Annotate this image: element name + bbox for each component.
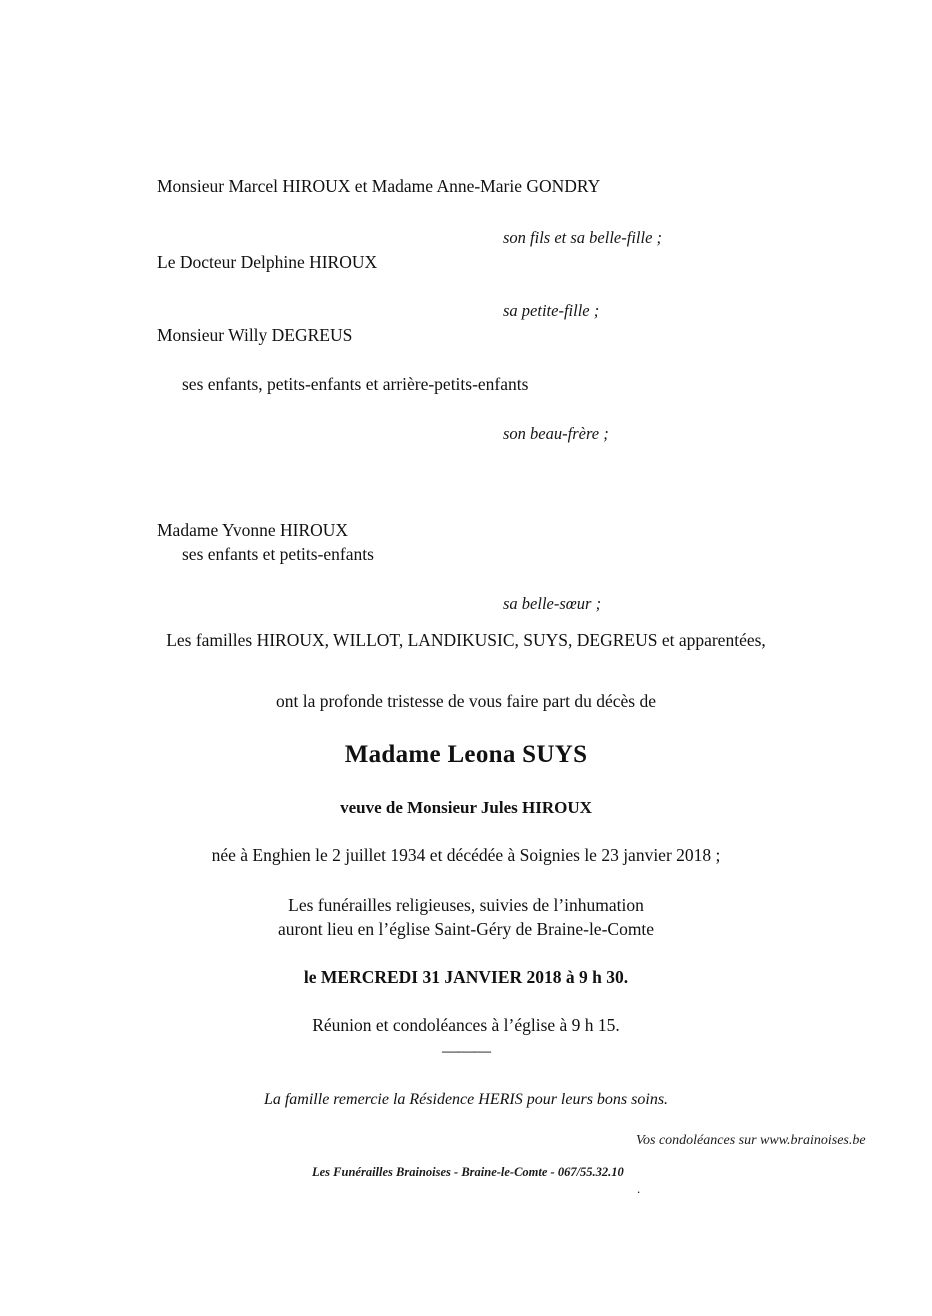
deceased-name: Madame Leona SUYS <box>344 741 588 768</box>
thanks-line: La famille remercie la Résidence HERIS pour leurs bons soins. <box>263 1091 669 1108</box>
trailing-dot: . <box>637 1181 641 1196</box>
survivor-relation-2: sa petite-fille ; <box>503 301 600 320</box>
funeral-line-2: auront lieu en l’église Saint-Géry de Braine-le-Comte <box>277 919 655 939</box>
announcement-line: ont la profonde tristesse de vous faire part du décès de <box>275 691 656 711</box>
birth-death-line: née à Enghien le 2 juillet 1934 et décédée à Soignies le 23 janvier 2018 ; <box>211 845 721 865</box>
survivor-sub-4: ses enfants et petits-enfants <box>182 544 374 564</box>
survivor-relation-1: son fils et sa belle-fille ; <box>503 228 663 247</box>
funeral-datetime: le MERCREDI 31 JANVIER 2018 à 9 h 30. <box>303 967 629 987</box>
survivor-relation-3: son beau-frère ; <box>503 424 609 443</box>
survivor-name-3: Monsieur Willy DEGREUS <box>157 325 353 345</box>
funeral-line-1: Les funérailles religieuses, suivies de l’inhumation <box>288 895 644 915</box>
gathering-line: Réunion et condoléances à l’église à 9 h 15. <box>312 1015 620 1035</box>
condolences-website: Vos condoléances sur www.brainoises.be <box>636 1133 866 1148</box>
funeral-home-credit: Les Funérailles Brainoises - Braine-le-Comte - 067/55.32.10 <box>312 1165 624 1179</box>
widow-of-line: veuve de Monsieur Jules HIROUX <box>340 798 592 817</box>
survivor-name-2: Le Docteur Delphine HIROUX <box>157 252 378 272</box>
survivor-relation-4: sa belle-sœur ; <box>503 594 602 613</box>
survivor-sub-3: ses enfants, petits-enfants et arrière-petits-enfants <box>182 374 529 394</box>
separator-rule: ——— <box>442 1041 490 1060</box>
survivor-name-1: Monsieur Marcel HIROUX et Madame Anne-Marie GONDRY <box>157 176 601 196</box>
survivor-name-4: Madame Yvonne HIROUX <box>157 520 349 540</box>
families-line: Les familles HIROUX, WILLOT, LANDIKUSIC, SUYS, DEGREUS et apparentées, <box>166 630 766 650</box>
